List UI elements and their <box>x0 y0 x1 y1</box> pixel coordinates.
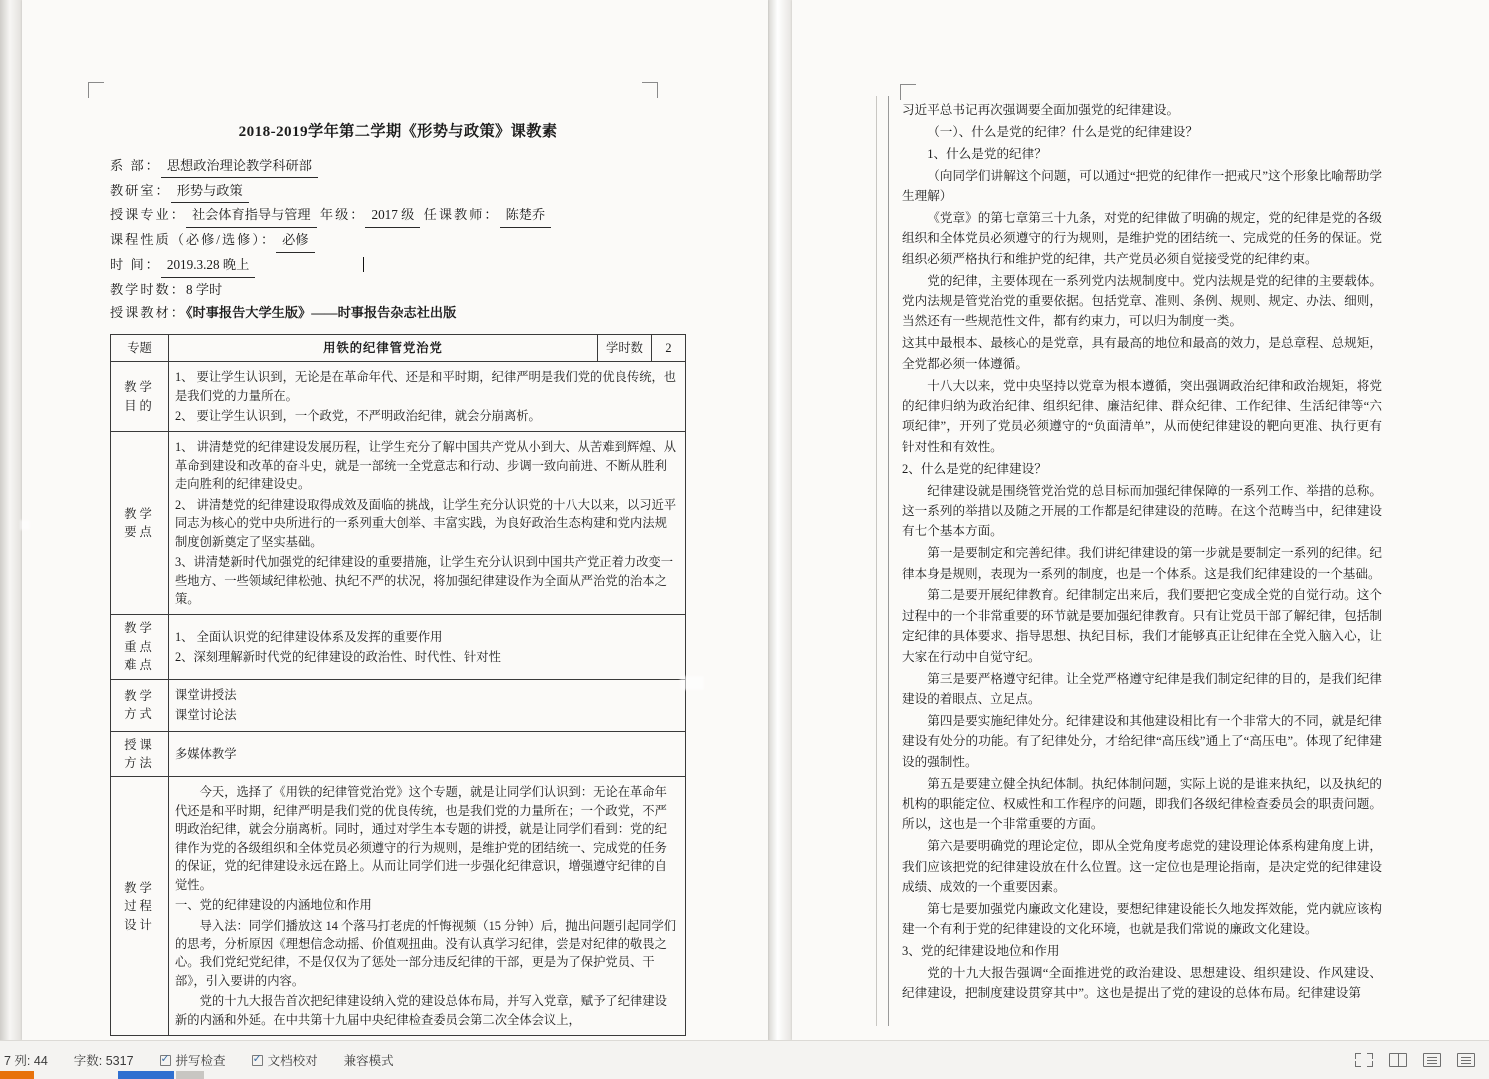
check-icon <box>160 1055 171 1066</box>
table-row <box>111 432 686 615</box>
paragraph: 第六是要明确党的理论定位，即从全党角度考虑党的建设理论体系构建角度上讲，我们应该把党的纪律建设放在什么位置。这一定位也是理论指南，是决定党的纪律建设成绩、成效的一个重要因素。 <box>902 839 1382 894</box>
two-page-icon[interactable] <box>1389 1053 1407 1067</box>
paragraph: 第二是要开展纪律教育。纪律制定出来后，我们要把它变成全党的自觉行动。这个过程中的一个非常重要的环节就是要加强纪律教育。只有让党员干部了解纪律，包括制定纪律的具体要求、指导思想、执纪目标，我们才能够真正让纪律在全党入脑入心，让大家在行动中自觉守纪。 <box>902 588 1382 664</box>
paragraph: 这其中最根本、最核心的是党章，具有最高的地位和最高的效力，是总章程、总规矩，全党都必须一体遵循。 <box>902 336 1382 371</box>
field-course-nature: 课程性质（必修/选修）： 必修 <box>110 230 686 252</box>
status-compat-mode[interactable]: 兼容模式 <box>343 1054 394 1068</box>
field-office: 教研室： 形势与政策 <box>110 181 686 203</box>
paragraph: 第七是要加强党内廉政文化建设，要想纪律建设能长久地发挥效能，党内就应该构建一个有利于党的纪律建设的文化环境，也就是我们常说的廉政文化建设。 <box>902 901 1382 937</box>
field-department: 系 部： 思想政治理论教学科研部 <box>110 156 686 178</box>
document-page-2 <box>792 0 1489 1040</box>
check-icon <box>252 1055 263 1066</box>
crop-mark-top-left <box>88 82 104 98</box>
field-time: 时 间： 2019.3.28 晚上 <box>110 255 686 277</box>
taskbar-app-3[interactable] <box>176 1071 204 1079</box>
paragraph: 第三是要严格遵守纪律。让全党严格遵守纪律是我们制定纪律的目的，是我们纪律建设的着眼点、立足点。 <box>902 671 1382 706</box>
status-page-column: 7 列: 44 <box>4 1054 48 1068</box>
table-row <box>111 362 686 432</box>
paragraph: 第一是要制定和完善纪律。我们讲纪律建设的第一步就是要制定一系列的纪律。纪律本身是规则，表现为一系列的制度，也是一个体系。这是我们纪律建设的一个基础。 <box>902 546 1382 581</box>
cell-row-label: 教学 重点 难点 <box>111 615 169 679</box>
margin-rule-secondary <box>876 96 877 1026</box>
paragraph: 纪律建设就是围绕管党治党的总目标而加强纪律保障的一系列工作、举措的总称。这一系列的举措以及随之开展的工作都是纪律建设的范畴。在这个范畴当中，纪律建设有七个基本方面。 <box>902 483 1382 539</box>
page2-content <box>902 100 1382 1005</box>
scan-artifact <box>20 520 30 530</box>
cell-row-label: 教学 方式 <box>111 679 169 731</box>
cell-row-content: 1、 讲清楚党的纪律建设发展历程，让学生充分了解中国共产党从小到大、从苦难到辉煌、从革命到建设和改革的奋斗史，就是一部统一全党意志和行动、步调一致向前进、不断从胜利走向胜利的纪律建设史。 2、 讲清楚党的纪律建设取得成效及面临的挑战，让学生充分认识党的十八大以来，以习近平同志为核心的党中央所进行的一系列重大创举、丰富实践，为良好政治生态构建和党内法规制度创新奠定了坚实基础。 3、讲清楚新时代加强党的纪律建设的重要措施，让学生充分认识到中国共产党正着力改变一些地方、一些领域纪律松弛、执纪不严的状况，将加强纪律建设作为全面从严治党的治本之策。 <box>169 432 686 615</box>
table-row-header <box>111 334 686 361</box>
table-row <box>111 679 686 731</box>
page1-content <box>110 120 686 1036</box>
paragraph: 习近平总书记再次强调要全面加强党的纪律建设。 <box>902 103 1180 117</box>
paragraph: 十八大以来，党中央坚持以党章为根本遵循，突出强调政治纪律和政治规矩，将党的纪律归纳为政治纪律、组织纪律、廉洁纪律、群众纪律、工作纪律、生活纪律等“六项纪律”，开列了党员必须遵守的“负面清单”，从而使纪律建设的靶向更准、执行更有针对性和有效性。 <box>902 378 1382 454</box>
cell-row-label: 教学 要点 <box>111 432 169 615</box>
cell-row-content: 课堂讲授法 课堂讨论法 <box>169 679 686 731</box>
paragraph: 第五是要建立健全执纪体制。执纪体制问题，实际上说的是谁来执纪，以及执纪的机构的职能定位、权威性和工作程序的问题，即我们各级纪律检查委员会的职责问题。所以，这也是一个非常重要的方面。 <box>902 776 1382 832</box>
margin-rule <box>888 96 889 1026</box>
field-major-grade-teacher: 授课专业： 社会体育指导与管理 年级： 2017 级 任课教师： 陈楚乔 <box>110 205 686 227</box>
table-row <box>111 731 686 777</box>
paragraph: 2、什么是党的纪律建设？ <box>902 461 1047 476</box>
cell-topic-name: 用铁的纪律管党治党 <box>169 334 598 361</box>
paragraph: 第四是要实施纪律处分。纪律建设和其他建设相比有一个非常大的不同，就是纪律建设有处分的功能。有了纪律处分，才给纪律“高压线”通上了“高压电”。体现了纪律建设的强制性。 <box>902 713 1382 769</box>
paragraph: 1、什么是党的纪律？ <box>927 146 1047 161</box>
lesson-plan-table <box>110 334 686 1036</box>
paragraph: 3、党的纪律建设地位和作用 <box>902 944 1060 959</box>
document-page-1 <box>22 0 768 1040</box>
paragraph: 《党章》的第七章第三十九条，对党的纪律做了明确的规定，党的纪律是党的各级组织和全体党员必须遵守的行为规则，是维护党的团结统一、完成党的任务的保证。党组织必须严格执行和维护党的纪律，共产党员必须自觉接受党的纪律约束。 <box>902 210 1382 266</box>
table-row <box>111 777 686 1036</box>
cell-row-label: 教学 目的 <box>111 362 169 432</box>
cell-row-content: 1、 全面认识党的纪律建设体系及发挥的重要作用 2、深刻理解新时代党的纪律建设的政治性、时代性、针对性 <box>169 615 686 679</box>
crop-mark-top-right <box>642 82 658 98</box>
cell-row-label: 授课 方法 <box>111 731 169 777</box>
page-title: 2018-2019学年第二学期《形势与政策》课教素 <box>238 123 558 140</box>
paragraph: （向同学们讲解这个问题，可以通过“把党的纪律作一把戒尺”这个形象比喻帮助学生理解） <box>902 168 1382 204</box>
status-word-count[interactable]: 字数: 5317 <box>73 1054 134 1068</box>
text-cursor <box>363 257 364 272</box>
taskbar-app-1[interactable] <box>0 1071 34 1079</box>
field-textbook: 授课教材：《时事报告大学生版》——时事报告杂志社出版 <box>110 305 457 321</box>
paragraph: 党的十九大报告强调“全面推进党的政治建设、思想建设、组织建设、作风建设、纪律建设，把制度建设贯穿其中”。这也是提出了党的建设的总体布局。纪律建设第 <box>902 966 1382 1001</box>
field-teaching-hours: 教学时数：8 学时 <box>110 282 223 298</box>
paragraph: （一）、什么是党的纪律？什么是党的纪律建设？ <box>927 124 1198 139</box>
taskbar-app-2[interactable] <box>118 1071 174 1079</box>
page-layout-icon[interactable] <box>1423 1053 1441 1067</box>
crop-mark-top-left <box>900 84 916 100</box>
status-bar[interactable] <box>0 1040 1489 1079</box>
left-gutter <box>0 0 22 1040</box>
page-separator <box>768 0 792 1040</box>
cell-topic-label: 专题 <box>111 334 169 361</box>
cell-row-content: 1、 要让学生认识到，无论是在革命年代、还是和平时期，纪律严明是我们党的优良传统，也是我们党的力量所在。 2、 要让学生认识到，一个政党，不严明政治纪律，就会分崩离析。 <box>169 362 686 432</box>
cell-row-content: 今天，选择了《用铁的纪律管党治党》这个专题，就是让同学们认识到：无论在革命年代还是和平时期，纪律严明是我们党的优良传统，也是我们党的力量所在；一个政党，不严明政治纪律，就会分崩离析。同时，通过对学生本专题的讲授，就是让同学们看到：党的纪律作为党的各级组织和全体党员必须遵守的行为规则，是维护党的团结统一、完成党的任务的保证，党的纪律建设永远在路上。从而让同学们进一步强化纪律意识，增强遵守纪律的自觉性。 一、党的纪律建设的内涵地位和作用 导入法：同学们播放这 14 个落马打老虎的忏悔视频（15 分钟）后，抛出问题引起同学们的思考，分析原因《理想信念动摇、价值观扭曲。没有认真学习纪律，尝是对纪律的敬畏之心。我们党纪党纪律，不是仅仅为了惩处一部分违反纪律的干部，更是为了保护党员、干部》，引入要讲的内容。 党的十九大报告首次把纪律建设纳入党的建设总体布局，并写入党章，赋予了纪律建设新的内涵和外延。在中共第十九届中央纪律检查委员会第二次全体会议上， <box>169 777 686 1036</box>
cell-row-content: 多媒体教学 <box>169 731 686 777</box>
fullscreen-icon[interactable] <box>1355 1053 1373 1067</box>
paragraph: 党的纪律，主要体现在一系列党内法规制度中。党内法规是党的纪律的主要载体。党内法规是管党治党的重要依据。包括党章、准则、条例、规则、规定、办法、细则，当然还有一些规范性文件，都有约束力，可以归为制度一类。 <box>902 273 1382 329</box>
cell-row-label: 教学 过程 设计 <box>111 777 169 1036</box>
reading-icon[interactable] <box>1457 1053 1475 1067</box>
status-proofread[interactable]: ✓ 文档校对 <box>252 1051 318 1069</box>
table-row <box>111 615 686 679</box>
cell-hours-label: 学时数 <box>598 334 652 361</box>
scan-artifact <box>680 676 704 690</box>
cell-hours-value: 2 <box>652 334 686 361</box>
status-spell-check[interactable]: ✓ 拼写检查 <box>160 1051 226 1069</box>
